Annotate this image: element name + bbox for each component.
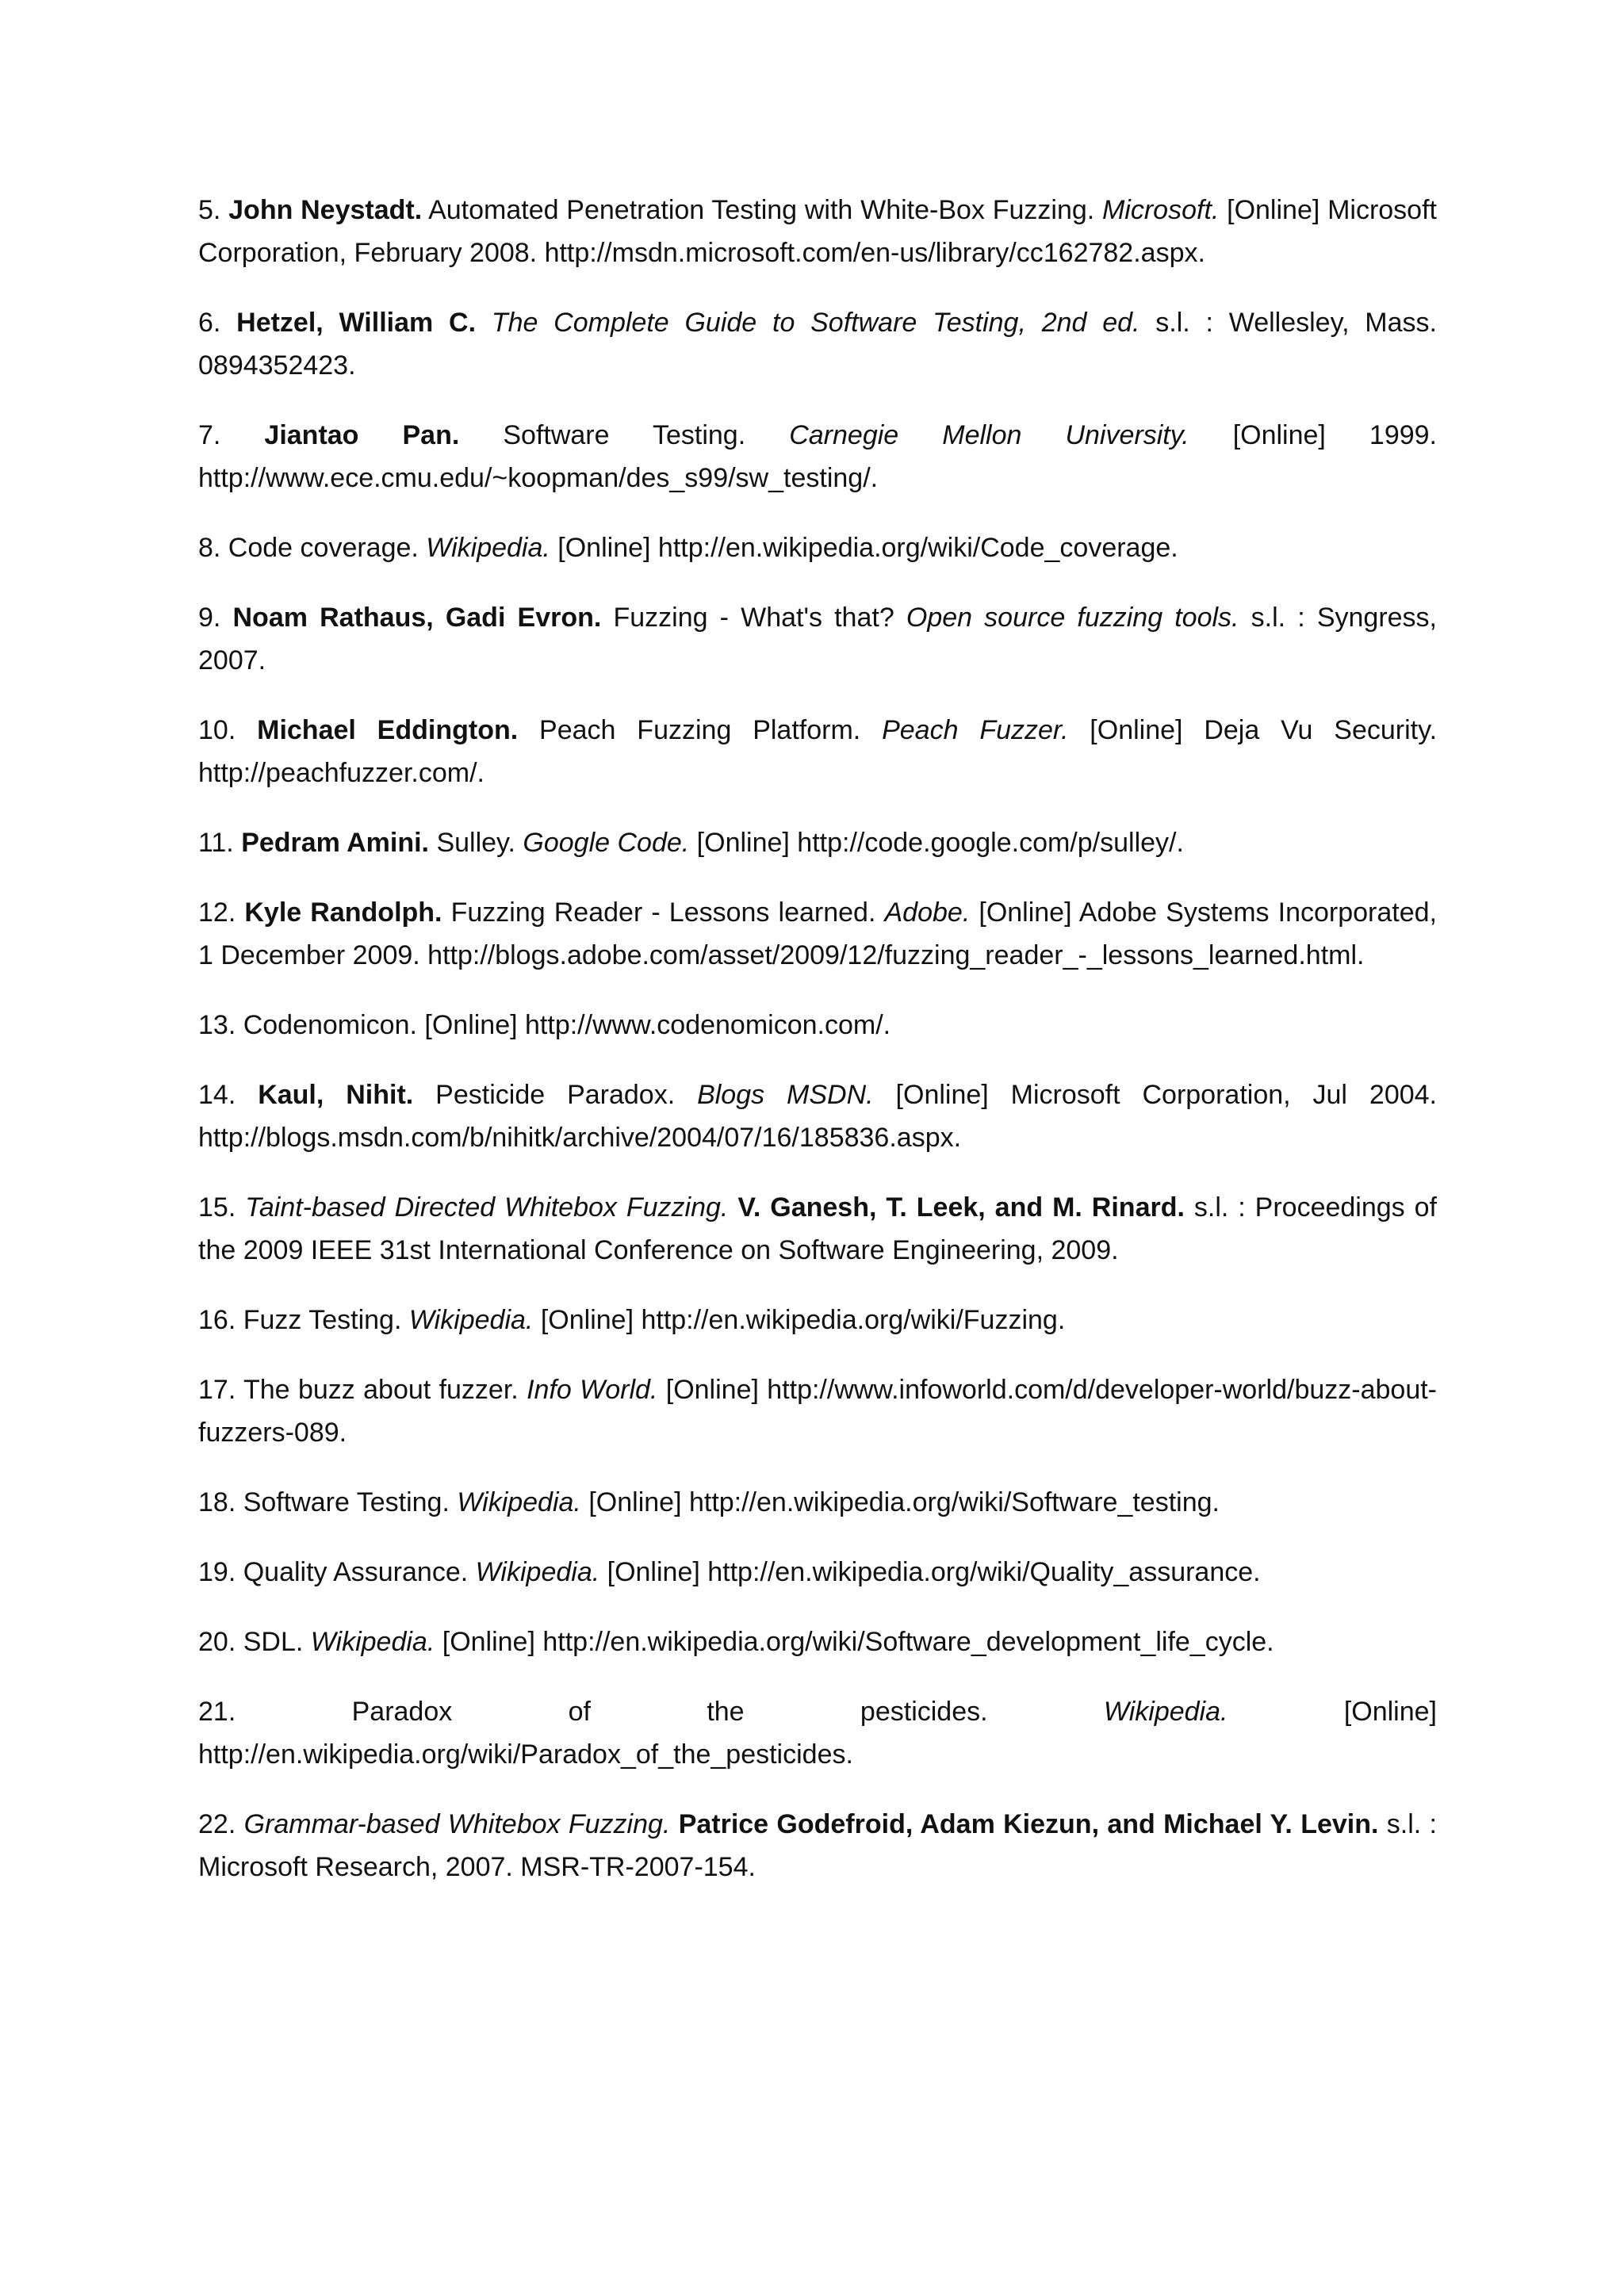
ref-text: 12.: [198, 897, 245, 928]
ref-source: Carnegie Mellon University.: [789, 420, 1189, 450]
ref-text: s.l. : Proceedings of the 2009 IEEE 31st International Conference on Software Engineering, 2009.: [198, 1192, 1437, 1265]
reference-21: [198, 1690, 1437, 1776]
ref-text: [Online] http://en.wikipedia.org/wiki/Software_development_life_cycle.: [435, 1627, 1274, 1657]
ref-text: 11.: [198, 828, 242, 858]
ref-text: [Online] http://en.wikipedia.org/wiki/Paradox_of_the_pesticides.: [198, 1697, 1437, 1770]
ref-author: Patrice Godefroid, Adam Kiezun, and Michael Y. Levin.: [678, 1809, 1379, 1839]
ref-text: [Online] http://code.google.com/p/sulley/.: [689, 828, 1184, 858]
reference-11: [198, 821, 1437, 864]
ref-text: [Online] Deja Vu Security. http://peachfuzzer.com/.: [198, 715, 1438, 788]
reference-14: [198, 1073, 1437, 1159]
ref-source: Google Code.: [523, 828, 690, 858]
reference-16: [198, 1299, 1437, 1341]
reference-19: [198, 1551, 1437, 1594]
ref-source: Wikipedia.: [1103, 1697, 1228, 1727]
ref-text: [Online] http://en.wikipedia.org/wiki/Code_coverage.: [550, 533, 1178, 563]
ref-text: [Online] http://en.wikipedia.org/wiki/Fuzzing.: [533, 1305, 1066, 1335]
ref-text: 9.: [198, 603, 233, 633]
ref-text: s.l. : Wellesley, Mass. 0894352423.: [198, 308, 1437, 381]
ref-text: [728, 1192, 737, 1223]
ref-text: 7.: [198, 420, 265, 450]
ref-source: Open source fuzzing tools.: [906, 603, 1239, 633]
ref-source: Wikipedia.: [457, 1487, 581, 1517]
ref-text: [Online] Adobe Systems Incorporated, 1 December 2009. http://blogs.adobe.com/asset/2009/12/fuzzing_reader_-_lessons_learned.html.: [198, 897, 1437, 970]
ref-author: V. Ganesh, T. Leek, and M. Rinard.: [737, 1192, 1185, 1223]
ref-text: 13. Codenomicon. [Online] http://www.codenomicon.com/.: [198, 1010, 891, 1040]
reference-18: [198, 1481, 1437, 1524]
ref-author: Michael Eddington.: [257, 715, 519, 745]
reference-17: [198, 1368, 1437, 1454]
ref-text: Software Testing.: [459, 420, 790, 450]
ref-text: 5.: [198, 195, 229, 225]
ref-text: Peach Fuzzing Platform.: [518, 715, 883, 745]
ref-text: s.l. : Syngress, 2007.: [198, 603, 1437, 675]
ref-text: [Online] http://www.infoworld.com/d/developer-world/buzz-about-fuzzers-089.: [198, 1375, 1437, 1448]
reference-13: [198, 1004, 1437, 1047]
ref-text: s.l. : Microsoft Research, 2007. MSR-TR-2007-154.: [198, 1809, 1437, 1882]
reference-15: [198, 1186, 1437, 1272]
ref-source: Adobe.: [884, 897, 971, 928]
ref-author: Kaul, Nihit.: [258, 1080, 414, 1110]
ref-text: 19. Quality Assurance.: [198, 1557, 476, 1587]
ref-author: Hetzel, William C.: [236, 308, 477, 338]
ref-text: Sulley.: [429, 828, 523, 858]
reference-7: [198, 414, 1437, 499]
ref-source: The Complete Guide to Software Testing, 2nd ed.: [491, 308, 1140, 338]
ref-text: Pesticide Paradox.: [413, 1080, 698, 1110]
ref-text: 8. Code coverage.: [198, 533, 427, 563]
reference-9: [198, 596, 1437, 682]
reference-12: [198, 891, 1437, 977]
ref-text: 16. Fuzz Testing.: [198, 1305, 409, 1335]
reference-6: [198, 301, 1437, 387]
ref-author: Kyle Randolph.: [244, 897, 442, 928]
ref-author: Pedram Amini.: [241, 828, 429, 858]
ref-text: 15.: [198, 1192, 246, 1223]
ref-title: Grammar-based Whitebox Fuzzing.: [243, 1809, 671, 1839]
ref-text: 22.: [198, 1809, 244, 1839]
ref-text: Fuzzing - What's that?: [601, 603, 906, 633]
ref-source: Info World.: [527, 1375, 658, 1405]
ref-title: Taint-based Directed Whitebox Fuzzing.: [245, 1192, 729, 1223]
reference-10: [198, 709, 1437, 794]
ref-source: Wikipedia.: [408, 1305, 534, 1335]
ref-text: Fuzzing Reader - Lessons learned.: [442, 897, 885, 928]
ref-author: Noam Rathaus, Gadi Evron.: [232, 603, 602, 633]
ref-source: Microsoft.: [1101, 195, 1220, 225]
ref-text: [Online] http://en.wikipedia.org/wiki/Software_testing.: [580, 1487, 1220, 1517]
ref-text: 20. SDL.: [198, 1627, 311, 1657]
ref-text: 18. Software Testing.: [198, 1487, 458, 1517]
ref-author: Jiantao Pan.: [264, 420, 460, 450]
ref-text: [476, 308, 492, 338]
ref-text: 10.: [198, 715, 258, 745]
ref-text: 6.: [198, 308, 237, 338]
ref-text: [Online] http://en.wikipedia.org/wiki/Quality_assurance.: [599, 1557, 1261, 1587]
ref-text: 14.: [198, 1080, 259, 1110]
ref-source: Wikipedia.: [310, 1627, 435, 1657]
reference-20: [198, 1621, 1437, 1663]
ref-text: Automated Penetration Testing with White-Box Fuzzing.: [422, 195, 1102, 225]
reference-8: [198, 526, 1437, 569]
ref-text: 17. The buzz about fuzzer.: [198, 1375, 527, 1405]
ref-source: Peach Fuzzer.: [882, 715, 1069, 745]
ref-text: [Online] Microsoft Corporation, February 2008. http://msdn.microsoft.com/en-us/library/cc162782.aspx.: [198, 195, 1437, 268]
reference-22: [198, 1803, 1437, 1888]
reference-5: [198, 189, 1437, 274]
ref-text: [Online] 1999. http://www.ece.cmu.edu/~koopman/des_s99/sw_testing/.: [198, 420, 1438, 493]
ref-source: Wikipedia.: [426, 533, 550, 563]
reference-list: [198, 189, 1437, 1915]
ref-source: Blogs MSDN.: [697, 1080, 874, 1110]
ref-source: Wikipedia.: [475, 1557, 600, 1587]
ref-text: 21. Paradox of the pesticides.: [198, 1697, 1104, 1727]
ref-author: John Neystadt.: [228, 195, 423, 225]
ref-text: [670, 1809, 678, 1839]
ref-text: [Online] Microsoft Corporation, Jul 2004. http://blogs.msdn.com/b/nihitk/archive/2004/07/16/185836.aspx.: [198, 1080, 1437, 1153]
